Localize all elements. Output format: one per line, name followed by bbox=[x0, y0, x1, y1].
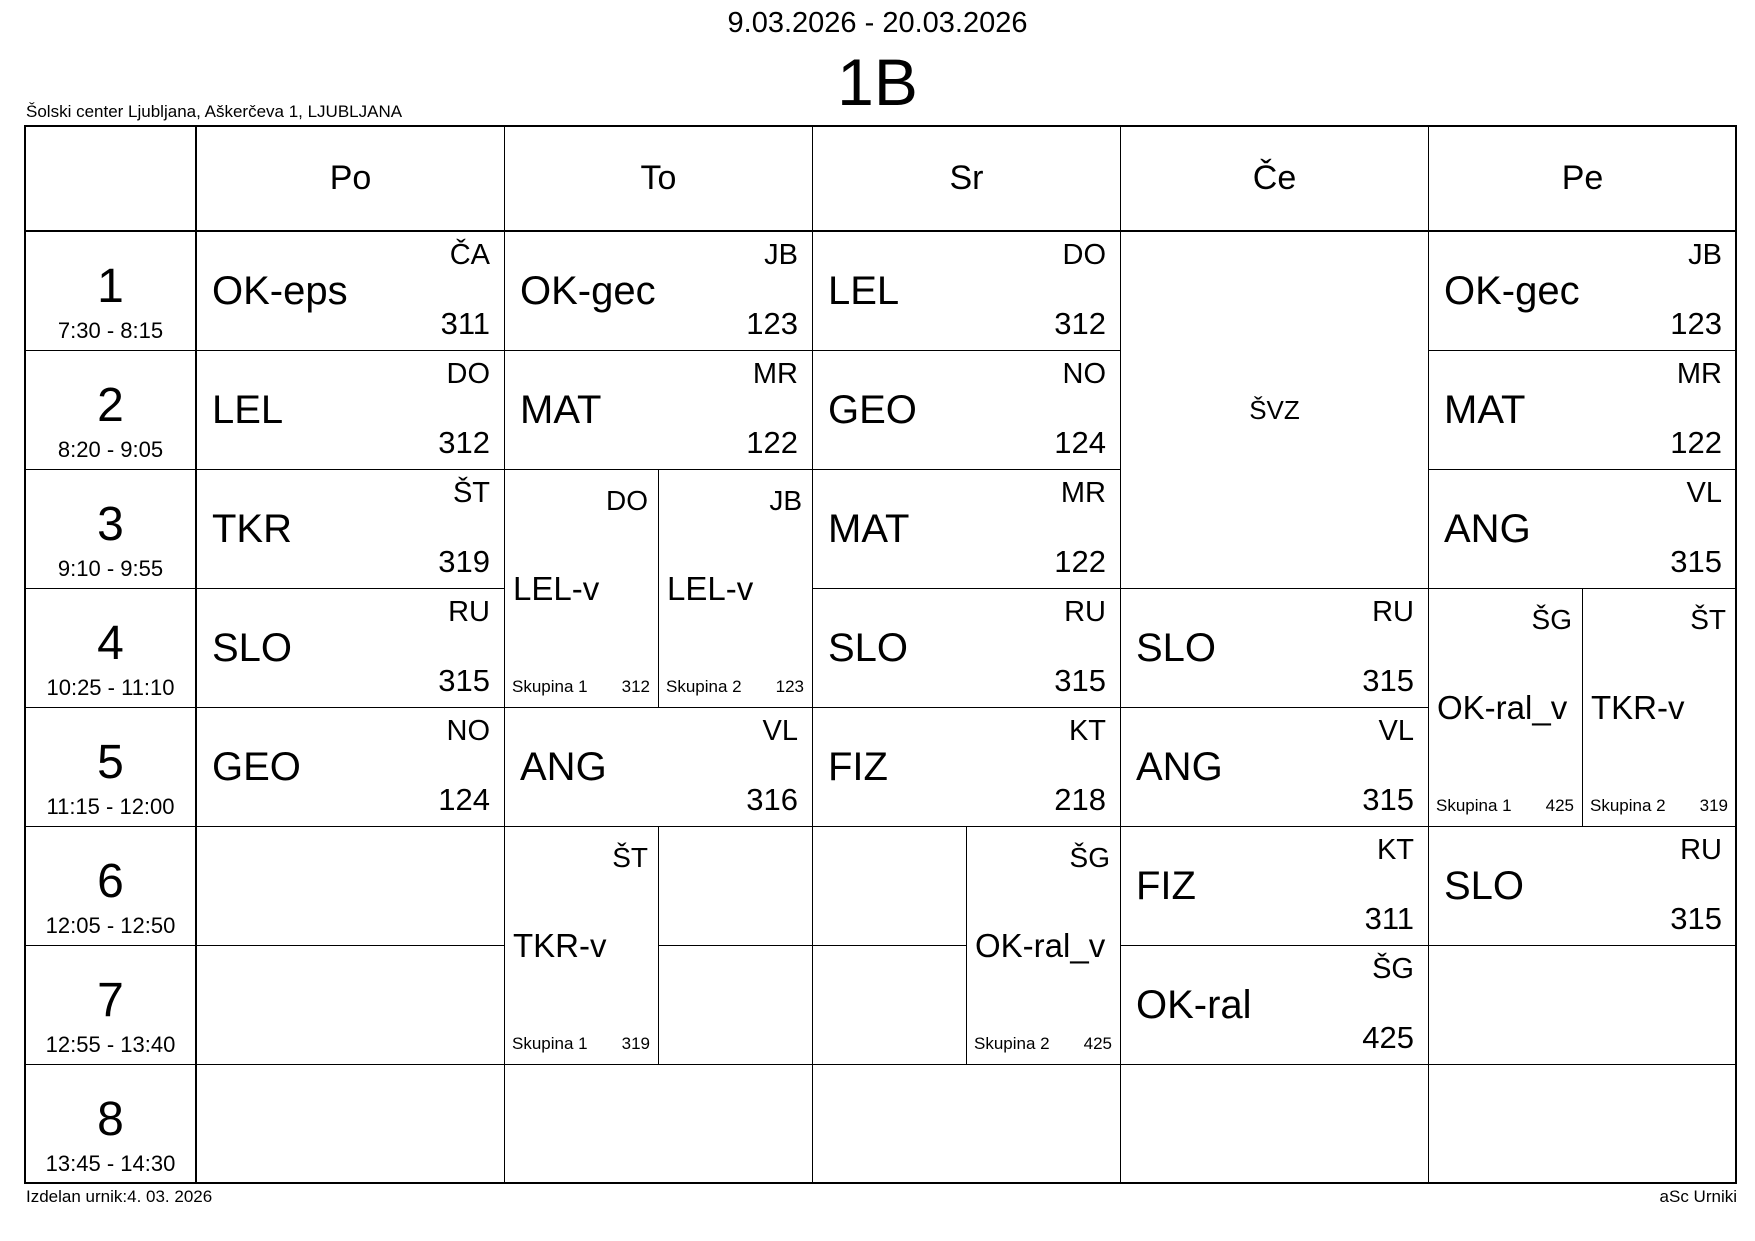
lesson-subject: LEL-v bbox=[513, 569, 600, 607]
day-header bbox=[1428, 125, 1737, 232]
lesson-subject: FIZ bbox=[828, 745, 888, 789]
date-range: 9.03.2026 - 20.03.2026 bbox=[727, 7, 1028, 39]
lesson-subject: MAT bbox=[520, 388, 602, 432]
header-corner bbox=[24, 125, 197, 232]
lesson-room: 319 bbox=[621, 1034, 650, 1053]
day-label: To bbox=[640, 159, 677, 197]
period-number: 2 bbox=[97, 379, 124, 432]
lesson-group: Skupina 1 bbox=[512, 677, 588, 696]
school-name: Šolski center Ljubljana, Aškerčeva 1, LJUBLJANA bbox=[26, 102, 403, 121]
lesson-group-block[interactable] bbox=[966, 826, 1121, 1065]
lesson-room: 124 bbox=[1054, 425, 1106, 460]
lesson-group: Skupina 1 bbox=[1436, 796, 1512, 815]
period-header bbox=[24, 469, 197, 589]
lesson-subject: GEO bbox=[828, 388, 917, 432]
day-label: Po bbox=[329, 159, 372, 197]
lesson-room: 315 bbox=[1362, 782, 1414, 817]
lesson-block[interactable] bbox=[812, 231, 1121, 351]
lesson-subject: MAT bbox=[1444, 388, 1526, 432]
lesson-subject: OK-gec bbox=[520, 269, 656, 313]
empty-slot bbox=[196, 1064, 505, 1184]
lesson-teacher: ŠT bbox=[452, 477, 490, 509]
lesson-subject: TKR-v bbox=[1591, 688, 1685, 726]
lesson-teacher: KT bbox=[1376, 834, 1414, 866]
period-time: 8:20 - 9:05 bbox=[57, 437, 164, 462]
empty-slot bbox=[1428, 945, 1737, 1065]
lesson-subject: OK-eps bbox=[212, 269, 348, 313]
lesson-teacher: RU bbox=[1064, 596, 1106, 628]
lesson-block[interactable] bbox=[504, 707, 813, 827]
class-title: 1B bbox=[837, 45, 918, 119]
footer-generated-date: Izdelan urnik:4. 03. 2026 bbox=[26, 1187, 213, 1206]
period-time: 10:25 - 11:10 bbox=[46, 675, 175, 700]
lesson-subject: SLO bbox=[828, 626, 909, 670]
lesson-teacher: RU bbox=[1372, 596, 1414, 628]
empty-slot bbox=[504, 1064, 813, 1184]
lesson-subject: TKR bbox=[212, 507, 292, 551]
footer-brand: aSc Urniki bbox=[1659, 1187, 1737, 1206]
lesson-subject: SLO bbox=[212, 626, 293, 670]
period-header bbox=[24, 1064, 197, 1184]
lesson-group: Skupina 1 bbox=[512, 1034, 588, 1053]
lesson-teacher: VL bbox=[1378, 715, 1414, 747]
empty-slot bbox=[1428, 1064, 1737, 1184]
lesson-subject: OK-ral_v bbox=[975, 926, 1106, 964]
lesson-teacher: DO bbox=[606, 485, 648, 516]
lesson-room: 315 bbox=[1670, 901, 1722, 936]
lesson-block[interactable] bbox=[196, 231, 505, 351]
day-label: Sr bbox=[949, 159, 984, 197]
period-header bbox=[24, 707, 197, 827]
lesson-room: 124 bbox=[438, 782, 490, 817]
lesson-teacher: ŠG bbox=[1531, 604, 1572, 635]
lesson-teacher: NO bbox=[446, 715, 490, 747]
empty-slot bbox=[196, 945, 505, 1065]
lesson-subject: MAT bbox=[828, 507, 910, 551]
lesson-block[interactable] bbox=[812, 588, 1121, 708]
lesson-subject: TKR-v bbox=[513, 926, 607, 964]
lesson-room: 123 bbox=[775, 677, 804, 696]
lesson-room: 315 bbox=[1054, 663, 1106, 698]
period-header bbox=[24, 826, 197, 946]
lesson-block[interactable] bbox=[1428, 231, 1737, 351]
empty-slot bbox=[812, 1064, 1121, 1184]
lesson-teacher: KT bbox=[1068, 715, 1106, 747]
lesson-teacher: MR bbox=[752, 358, 798, 390]
lesson-room: 316 bbox=[746, 782, 798, 817]
lesson-room: 312 bbox=[1054, 306, 1106, 341]
period-number: 5 bbox=[97, 736, 124, 789]
period-number: 3 bbox=[97, 498, 124, 551]
lesson-subject: LEL bbox=[212, 388, 284, 432]
lesson-block[interactable] bbox=[1120, 707, 1429, 827]
period-header bbox=[24, 588, 197, 708]
lesson-subject: SLO bbox=[1136, 626, 1217, 670]
lesson-teacher: JB bbox=[764, 239, 798, 271]
lesson-room: 311 bbox=[1364, 901, 1414, 936]
lesson-subject: ANG bbox=[1444, 507, 1531, 551]
lesson-teacher: ŠT bbox=[612, 842, 648, 873]
lesson-subject: OK-ral_v bbox=[1437, 688, 1568, 726]
lesson-teacher: VL bbox=[762, 715, 798, 747]
lesson-teacher: RU bbox=[1680, 834, 1722, 866]
lesson-room: 312 bbox=[438, 425, 490, 460]
header-column-separator bbox=[195, 125, 197, 1183]
lesson-subject: LEL-v bbox=[667, 569, 754, 607]
lesson-room: 425 bbox=[1545, 796, 1574, 815]
lesson-teacher: JB bbox=[769, 485, 802, 516]
lesson-teacher: MR bbox=[1060, 477, 1106, 509]
lesson-group-block[interactable] bbox=[504, 469, 659, 708]
lesson-teacher: DO bbox=[446, 358, 490, 390]
lesson-teacher: NO bbox=[1062, 358, 1106, 390]
lesson-room: 122 bbox=[1054, 544, 1106, 579]
day-header bbox=[1120, 125, 1429, 232]
day-header bbox=[196, 125, 505, 232]
lesson-subject: OK-ral bbox=[1136, 983, 1252, 1027]
period-time: 7:30 - 8:15 bbox=[57, 318, 164, 343]
lesson-block[interactable] bbox=[1428, 350, 1737, 470]
period-time: 9:10 - 9:55 bbox=[57, 556, 164, 581]
lesson-teacher: VL bbox=[1686, 477, 1722, 509]
lesson-block[interactable] bbox=[196, 350, 505, 470]
lesson-subject: ANG bbox=[1136, 745, 1223, 789]
lesson-room: 311 bbox=[440, 306, 490, 341]
lesson-block[interactable] bbox=[1120, 945, 1429, 1065]
lesson-subject: LEL bbox=[828, 269, 900, 313]
lesson-subject: ŠVZ bbox=[1249, 394, 1300, 425]
lesson-room: 319 bbox=[1699, 796, 1728, 815]
lesson-subject: OK-gec bbox=[1444, 269, 1580, 313]
period-number: 8 bbox=[97, 1093, 124, 1146]
period-time: 11:15 - 12:00 bbox=[46, 794, 175, 819]
period-header bbox=[24, 350, 197, 470]
lesson-group-block[interactable] bbox=[658, 469, 813, 708]
lesson-subject: FIZ bbox=[1136, 864, 1196, 908]
lesson-teacher: MR bbox=[1676, 358, 1722, 390]
period-time: 12:55 - 13:40 bbox=[45, 1032, 176, 1057]
period-time: 12:05 - 12:50 bbox=[45, 913, 176, 938]
day-label: Če bbox=[1252, 159, 1297, 197]
lesson-group: Skupina 2 bbox=[1590, 796, 1666, 815]
period-number: 7 bbox=[97, 974, 124, 1027]
lesson-teacher: ŠT bbox=[1690, 604, 1726, 635]
lesson-room: 123 bbox=[746, 306, 798, 341]
lesson-block[interactable] bbox=[1120, 588, 1429, 708]
lesson-teacher: RU bbox=[448, 596, 490, 628]
day-header bbox=[812, 125, 1121, 232]
lesson-block[interactable] bbox=[196, 588, 505, 708]
lesson-block[interactable] bbox=[812, 469, 1121, 589]
lesson-block[interactable] bbox=[1120, 826, 1429, 946]
empty-slot bbox=[1120, 1064, 1429, 1184]
lesson-block[interactable] bbox=[812, 707, 1121, 827]
lesson-teacher: ČA bbox=[449, 239, 490, 271]
lesson-group: Skupina 2 bbox=[974, 1034, 1050, 1053]
lesson-block[interactable] bbox=[196, 707, 505, 827]
lesson-block[interactable] bbox=[196, 469, 505, 589]
lesson-block[interactable] bbox=[1120, 231, 1429, 589]
lesson-room: 122 bbox=[746, 425, 798, 460]
period-number: 6 bbox=[97, 855, 124, 908]
period-header bbox=[24, 231, 197, 351]
day-header bbox=[504, 125, 813, 232]
lesson-teacher: ŠG bbox=[1069, 842, 1110, 873]
lesson-room: 315 bbox=[438, 663, 490, 698]
lesson-room: 319 bbox=[438, 544, 490, 579]
lesson-subject: ANG bbox=[520, 745, 607, 789]
lesson-subject: SLO bbox=[1444, 864, 1525, 908]
lesson-room: 312 bbox=[621, 677, 650, 696]
lesson-block[interactable] bbox=[1428, 826, 1737, 946]
lesson-room: 218 bbox=[1054, 782, 1106, 817]
lesson-room: 122 bbox=[1670, 425, 1722, 460]
period-time: 13:45 - 14:30 bbox=[45, 1151, 176, 1176]
lesson-room: 315 bbox=[1670, 544, 1722, 579]
empty-slot bbox=[196, 826, 505, 946]
lesson-block[interactable] bbox=[1428, 469, 1737, 589]
day-label: Pe bbox=[1561, 159, 1604, 197]
lesson-room: 123 bbox=[1670, 306, 1722, 341]
lesson-group-block[interactable] bbox=[1428, 588, 1583, 827]
lesson-room: 315 bbox=[1362, 663, 1414, 698]
lesson-block[interactable] bbox=[504, 350, 813, 470]
header-row-separator bbox=[24, 230, 1736, 232]
lesson-room: 425 bbox=[1362, 1020, 1414, 1055]
period-number: 1 bbox=[97, 260, 124, 313]
lesson-group-block[interactable] bbox=[1582, 588, 1737, 827]
lesson-group-block[interactable] bbox=[504, 826, 659, 1065]
lesson-subject: GEO bbox=[212, 745, 301, 789]
lesson-teacher: JB bbox=[1688, 239, 1722, 271]
lesson-block[interactable] bbox=[504, 231, 813, 351]
lesson-group: Skupina 2 bbox=[666, 677, 742, 696]
lesson-teacher: DO bbox=[1062, 239, 1106, 271]
lesson-teacher: ŠG bbox=[1372, 953, 1414, 985]
lesson-room: 425 bbox=[1083, 1034, 1112, 1053]
period-header bbox=[24, 945, 197, 1065]
period-number: 4 bbox=[97, 617, 124, 670]
lesson-block[interactable] bbox=[812, 350, 1121, 470]
